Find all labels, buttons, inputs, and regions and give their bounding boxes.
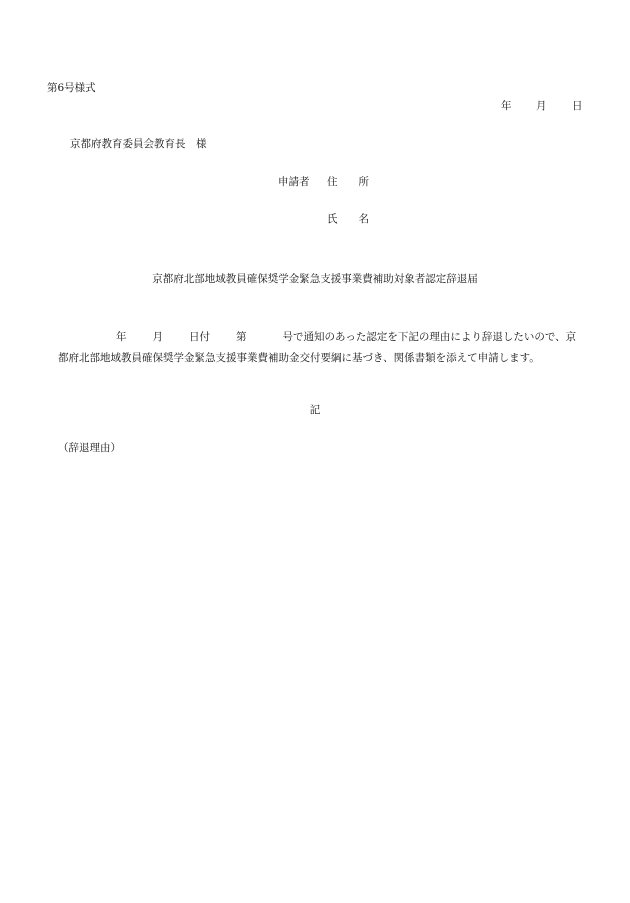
body-day: 日付 — [189, 331, 210, 343]
body-dai: 第 — [236, 331, 247, 343]
body-paragraph — [58, 327, 586, 369]
date-day-label: 日 — [572, 100, 583, 112]
body-year: 年 — [116, 331, 127, 343]
form-number: 第6号様式 — [47, 82, 96, 94]
name-label: 氏 名 — [327, 213, 369, 225]
date-year-label: 年 — [501, 100, 512, 112]
reason-label: （辞退理由） — [58, 442, 121, 454]
date-month-label: 月 — [536, 100, 547, 112]
body-month: 月 — [152, 331, 163, 343]
address-label: 住 所 — [327, 176, 369, 188]
ki-heading: 記 — [309, 404, 321, 416]
body-text: 号で通知のあった認定を下記の理由により辞退したいので、京都府北部地域教員確保奨学金緊急支援事業費補助金交付要綱に基づき、関係書類を添えて申請します。 — [58, 331, 577, 364]
applicant-label: 申請者 — [278, 176, 310, 188]
document-title: 京都府北部地域教員確保奨学金緊急支援事業費補助対象者認定辞退届 — [152, 273, 478, 285]
addressee: 京都府教育委員会教育長 様 — [70, 138, 207, 150]
